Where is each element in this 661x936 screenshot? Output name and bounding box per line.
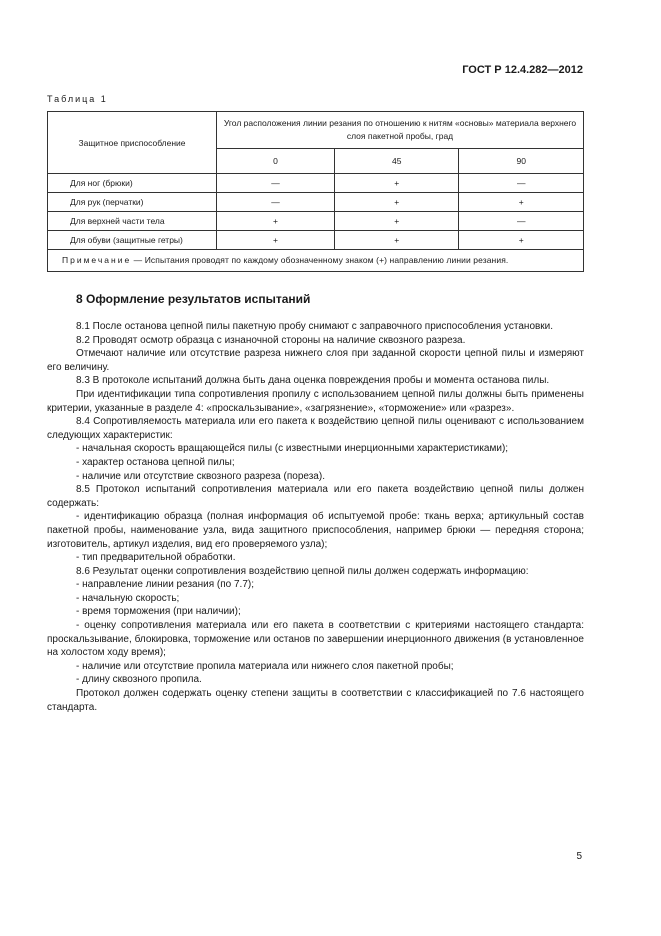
cell-0: — — [217, 174, 335, 193]
row-label: Для ног (брюки) — [48, 174, 217, 193]
table-row — [48, 174, 584, 193]
table-row — [48, 193, 584, 212]
cell-0: — — [217, 193, 335, 212]
list-item: - оценку сопротивления материала или его пакета в соответствии с критериями настоящего стандарта: проскальзывание, блокировка, торможение или останов по завершении инерционного движения (в установленное на холостом ходу время); — [47, 620, 584, 659]
list-item: - характер останова цепной пилы; — [76, 456, 235, 468]
list-item: - идентификацию образца (полная информация об испытуемой пробе: ткань верха; артикульный состав пакетной пробы, наименование узла, вида защитного приспособления, например брюки — передняя сторона; изготовитель, артикул изделия, вид его проверяемого узла); — [47, 511, 584, 550]
list-item: - направление линии резания (по 7.7); — [76, 579, 254, 591]
list-item: - начальную скорость; — [76, 592, 180, 604]
cell-90: — — [459, 174, 584, 193]
angle-header-45: 45 — [334, 149, 459, 174]
list-item: - наличие или отсутствие пропила материала или нижнего слоя пакетной пробы; — [76, 660, 454, 672]
table-note — [48, 250, 584, 272]
paragraph: 8.5 Протокол испытаний сопротивления материала или его пакета воздействию цепной пилы должен содержать: — [47, 484, 584, 509]
row-label: Для обуви (защитные гетры) — [48, 231, 217, 250]
note-label: Примечание — [62, 255, 132, 265]
cell-90: — — [459, 212, 584, 231]
paragraph: 8.2 Проводят осмотр образца с изнаночной стороны на наличие сквозного разреза. — [76, 334, 466, 346]
row-label: Для верхней части тела — [48, 212, 217, 231]
section-title: 8 Оформление результатов испытаний — [76, 292, 311, 306]
cell-90: + — [459, 193, 584, 212]
list-item: - время торможения (при наличии); — [76, 606, 241, 618]
cell-45: + — [334, 174, 459, 193]
paragraph: При идентификации типа сопротивления пропилу с использованием цепной пилы должны быть применены критерии, указанные в разделе 4: «проскальзывание», «загрязнение», «торможение» или «разрез». — [47, 388, 584, 414]
paragraph: 8.1 После останова цепной пилы пакетную пробу снимают с заправочного приспособления установки. — [76, 321, 554, 332]
paragraph: 8.6 Результат оценки сопротивления воздействию цепной пилы должен содержать информацию: — [76, 565, 529, 577]
cell-0: + — [217, 231, 335, 250]
row-label: Для рук (перчатки) — [48, 193, 217, 212]
note-text: — Испытания проводят по каждому обозначенному знаком (+) направлению линии резания. — [131, 255, 509, 265]
page-number: 5 — [576, 851, 582, 862]
document-id: ГОСТ Р 12.4.282—2012 — [462, 64, 583, 76]
paragraph: 8.3 В протоколе испытаний должна быть дана оценка повреждения пробы и момента останова пилы. — [76, 375, 550, 387]
col-header-angle: Угол расположения линии резания по отношению к нитям «основы» материала верхнего слоя пакетной пробы, град — [217, 112, 584, 149]
cell-45: + — [334, 212, 459, 231]
paragraph: 8.4 Сопротивляемость материала или его пакета к воздействию цепной пилы оценивают с использованием следующих характеристик: — [47, 416, 584, 441]
list-item: - длину сквозного пропила. — [76, 674, 202, 686]
col-header-device: Защитное приспособление — [48, 112, 217, 174]
table-row — [48, 231, 584, 250]
section-body — [47, 320, 584, 714]
paragraph: Протокол должен содержать оценку степени защиты в соответствии с классификацией по 7.6 настоящего стандарта. — [47, 688, 584, 713]
cell-45: + — [334, 231, 459, 250]
cell-0: + — [217, 212, 335, 231]
table-caption: Таблица 1 — [47, 94, 108, 104]
paragraph: Отмечают наличие или отсутствие разреза нижнего слоя при заданной скорости цепной пилы и измеряют его величину. — [47, 348, 584, 373]
cell-90: + — [459, 231, 584, 250]
cut-direction-table — [47, 111, 584, 272]
cell-45: + — [334, 193, 459, 212]
angle-header-90: 90 — [459, 149, 584, 174]
angle-header-0: 0 — [217, 149, 335, 174]
list-item: - наличие или отсутствие сквозного разреза (пореза). — [76, 470, 325, 482]
list-item: - начальная скорость вращающейся пилы (с известными инерционными характеристиками); — [76, 443, 509, 455]
list-item: - тип предварительной обработки. — [76, 552, 236, 564]
table-row — [48, 212, 584, 231]
